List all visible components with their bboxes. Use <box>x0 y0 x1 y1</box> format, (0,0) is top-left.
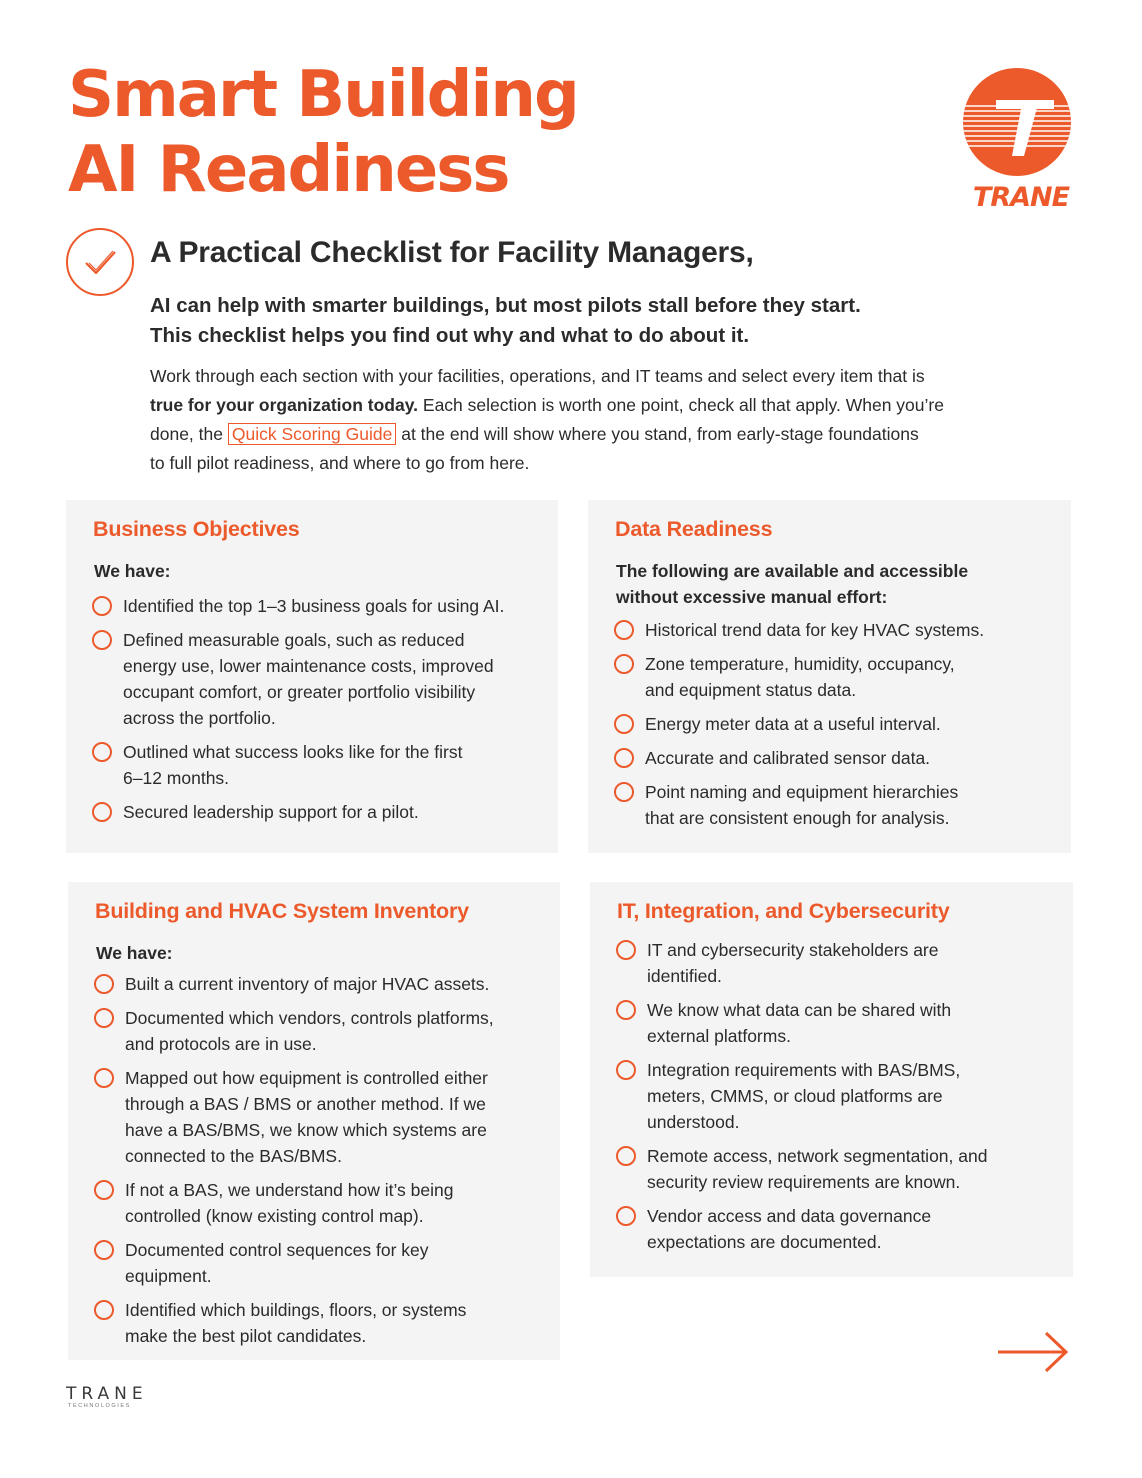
checkbox-circle-icon[interactable] <box>616 1000 636 1020</box>
checklist-item-line: Energy meter data at a useful interval. <box>645 714 941 734</box>
checklist-item-text <box>647 1203 931 1255</box>
trane-logo-text: TRANE <box>972 182 1070 213</box>
trane-technologies-logo <box>66 1384 156 1409</box>
checklist-item[interactable] <box>94 1237 550 1289</box>
checklist-item-line: Identified the top 1–3 business goals for using AI. <box>123 596 505 616</box>
section-lead-line-2: without excessive manual effort: <box>616 587 888 607</box>
intro-line-4: to full pilot readiness, and where to go from here. <box>150 453 530 473</box>
checklist-item[interactable] <box>92 593 548 619</box>
checklist-item-text <box>647 1143 987 1195</box>
checkbox-circle-icon[interactable] <box>94 1300 114 1320</box>
checkbox-circle-icon[interactable] <box>614 748 634 768</box>
checkbox-circle-icon[interactable] <box>94 1180 114 1200</box>
intro-line-3-pre: done, the <box>150 424 228 444</box>
checklist-item-text <box>645 745 930 771</box>
checklist-item-text <box>647 937 938 989</box>
footer-logo-sub: TECHNOLOGIES <box>68 1403 131 1409</box>
checklist-item[interactable] <box>616 1057 1063 1135</box>
checklist-item-line: and equipment status data. <box>645 680 857 700</box>
checkbox-circle-icon[interactable] <box>614 782 634 802</box>
checklist-item-line: Remote access, network segmentation, and <box>647 1146 988 1166</box>
checklist-item[interactable] <box>94 1065 550 1169</box>
checklist-item-text <box>645 651 955 703</box>
checklist-item[interactable] <box>616 1143 1063 1195</box>
checklist-item-line: Historical trend data for key HVAC systems. <box>645 620 985 640</box>
checklist-item-line: Integration requirements with BAS/BMS, <box>647 1060 961 1080</box>
checklist-item-line: Accurate and calibrated sensor data. <box>645 748 931 768</box>
checklist <box>616 937 1063 1263</box>
subheading <box>150 291 861 351</box>
checklist-item-line: Built a current inventory of major HVAC assets. <box>125 974 490 994</box>
checklist-item-text <box>645 779 958 831</box>
it-cybersecurity-panel <box>590 882 1073 1277</box>
intro-line-2-rest: Each selection is worth one point, check all that apply. When you’re <box>418 395 944 415</box>
checkbox-circle-icon[interactable] <box>614 620 634 640</box>
hvac-inventory-panel <box>68 882 560 1360</box>
intro-bold: true for your organization today. <box>150 395 419 415</box>
checkbox-circle-icon[interactable] <box>94 1008 114 1028</box>
checklist-heading: A Practical Checklist for Facility Managers, <box>150 236 754 269</box>
checklist-item-text <box>125 971 489 997</box>
checklist-item-line: Documented control sequences for key <box>125 1240 429 1260</box>
checklist-item-text <box>125 1005 494 1057</box>
checklist-item[interactable] <box>92 627 548 731</box>
checklist-item-line: that are consistent enough for analysis. <box>645 808 950 828</box>
checkbox-circle-icon[interactable] <box>92 630 112 650</box>
checklist-item[interactable] <box>616 1203 1063 1255</box>
title-line-1: Smart Building <box>68 58 578 132</box>
checklist <box>92 593 548 833</box>
checklist <box>94 971 550 1357</box>
checklist-item-line: Mapped out how equipment is controlled either <box>125 1068 488 1088</box>
subheading-line-1: AI can help with smarter buildings, but most pilots stall before they start. <box>150 294 861 317</box>
checkbox-circle-icon[interactable] <box>92 742 112 762</box>
intro-line-3 <box>150 420 1050 449</box>
checklist-item[interactable] <box>614 617 1061 643</box>
checklist-item[interactable] <box>94 971 550 997</box>
checklist-item-text <box>645 617 984 643</box>
section-lead-line-1: The following are available and accessible <box>616 561 969 581</box>
checklist-item-line: make the best pilot candidates. <box>125 1326 367 1346</box>
checklist-item[interactable] <box>94 1005 550 1057</box>
checklist-item-line: Outlined what success looks like for the first <box>123 742 463 762</box>
intro-line-3-post: at the end will show where you stand, from early-stage foundations <box>396 424 919 444</box>
checklist-item-line: 6–12 months. <box>123 768 230 788</box>
section-lead <box>616 558 968 610</box>
checklist-item-line: and protocols are in use. <box>125 1034 317 1054</box>
section-lead <box>96 940 173 966</box>
checklist-item-line: through a BAS / BMS or another method. If we <box>125 1094 486 1114</box>
checklist-item-text <box>123 739 462 791</box>
checklist-item-line: If not a BAS, we understand how it’s being <box>125 1180 454 1200</box>
checklist-item-line: Defined measurable goals, such as reduced <box>123 630 465 650</box>
checkbox-circle-icon[interactable] <box>92 596 112 616</box>
checklist-item[interactable] <box>92 799 548 825</box>
checklist-item[interactable] <box>614 711 1061 737</box>
checkbox-circle-icon[interactable] <box>616 1146 636 1166</box>
checklist-item-text <box>125 1237 429 1289</box>
checklist-item[interactable] <box>92 739 548 791</box>
checklist-item-line: have a BAS/BMS, we know which systems are <box>125 1120 487 1140</box>
checkmark-circle-icon <box>64 226 136 298</box>
checkbox-circle-icon[interactable] <box>616 1060 636 1080</box>
data-readiness-panel <box>588 500 1071 853</box>
checklist-item-line: meters, CMMS, or cloud platforms are <box>647 1086 943 1106</box>
section-title: IT, Integration, and Cybersecurity <box>617 899 950 923</box>
checklist-item-line: security review requirements are known. <box>647 1172 961 1192</box>
checkbox-circle-icon[interactable] <box>94 974 114 994</box>
checklist-item-line: controlled (know existing control map). <box>125 1206 424 1226</box>
checklist-item[interactable] <box>614 779 1061 831</box>
checklist-item-line: across the portfolio. <box>123 708 276 728</box>
checklist-item-line: energy use, lower maintenance costs, improved <box>123 656 494 676</box>
checklist-item-line: connected to the BAS/BMS. <box>125 1146 342 1166</box>
checklist-item-text <box>125 1065 488 1169</box>
section-title: Data Readiness <box>615 517 773 541</box>
checkbox-circle-icon[interactable] <box>614 714 634 734</box>
checklist-item-line: Documented which vendors, controls platforms, <box>125 1008 494 1028</box>
footer-logo-main: TRANE <box>66 1384 148 1404</box>
quick-scoring-guide-link[interactable]: Quick Scoring Guide <box>228 423 397 445</box>
checklist-item-line: understood. <box>647 1112 740 1132</box>
next-arrow-icon[interactable] <box>994 1328 1072 1376</box>
section-lead-text: We have: <box>94 561 171 581</box>
checklist-item-line: occupant comfort, or greater portfolio visibility <box>123 682 476 702</box>
checklist-item-line: identified. <box>647 966 722 986</box>
checklist-item-text <box>123 627 494 731</box>
checklist-item-line: Identified which buildings, floors, or systems <box>125 1300 467 1320</box>
checklist-item[interactable] <box>94 1297 550 1349</box>
checklist-item-line: Vendor access and data governance <box>647 1206 932 1226</box>
checklist-item-text <box>123 799 419 825</box>
subheading-line-2: This checklist helps you find out why and what to do about it. <box>150 324 750 347</box>
checkbox-circle-icon[interactable] <box>94 1068 114 1088</box>
checkbox-circle-icon[interactable] <box>616 1206 636 1226</box>
checklist-item-line: equipment. <box>125 1266 212 1286</box>
checklist-item-line: IT and cybersecurity stakeholders are <box>647 940 939 960</box>
page-title <box>68 58 768 208</box>
checkbox-circle-icon[interactable] <box>614 654 634 674</box>
section-lead-text: We have: <box>96 943 173 963</box>
checklist-item-line: external platforms. <box>647 1026 791 1046</box>
checklist-item-line: Point naming and equipment hierarchies <box>645 782 959 802</box>
section-title: Building and HVAC System Inventory <box>95 899 469 923</box>
checklist-item-line: Secured leadership support for a pilot. <box>123 802 419 822</box>
checklist-item[interactable] <box>94 1177 550 1229</box>
checklist-item[interactable] <box>614 745 1061 771</box>
checkbox-circle-icon[interactable] <box>94 1240 114 1260</box>
intro-line-2 <box>150 391 1050 420</box>
checklist-item-text <box>647 997 951 1049</box>
checklist-item-text <box>123 593 504 619</box>
section-lead <box>94 558 171 584</box>
checkbox-circle-icon[interactable] <box>92 802 112 822</box>
checklist-item[interactable] <box>616 937 1063 989</box>
intro-paragraph <box>150 362 1050 478</box>
checklist-item-text <box>645 711 941 737</box>
checklist-item-line: expectations are documented. <box>647 1232 882 1252</box>
title-line-2: AI Readiness <box>68 133 509 207</box>
business-objectives-panel <box>66 500 558 853</box>
checklist-item-line: Zone temperature, humidity, occupancy, <box>645 654 955 674</box>
checklist <box>614 617 1061 839</box>
checklist-item-line: We know what data can be shared with <box>647 1000 952 1020</box>
section-title: Business Objectives <box>93 517 300 541</box>
checklist-item[interactable] <box>616 997 1063 1049</box>
checkbox-circle-icon[interactable] <box>616 940 636 960</box>
checklist-item-text <box>647 1057 960 1135</box>
intro-line-1: Work through each section with your facilities, operations, and IT teams and select every item that is <box>150 366 925 386</box>
checklist-item-text <box>125 1297 466 1349</box>
checklist-item[interactable] <box>614 651 1061 703</box>
checklist-item-text <box>125 1177 454 1229</box>
